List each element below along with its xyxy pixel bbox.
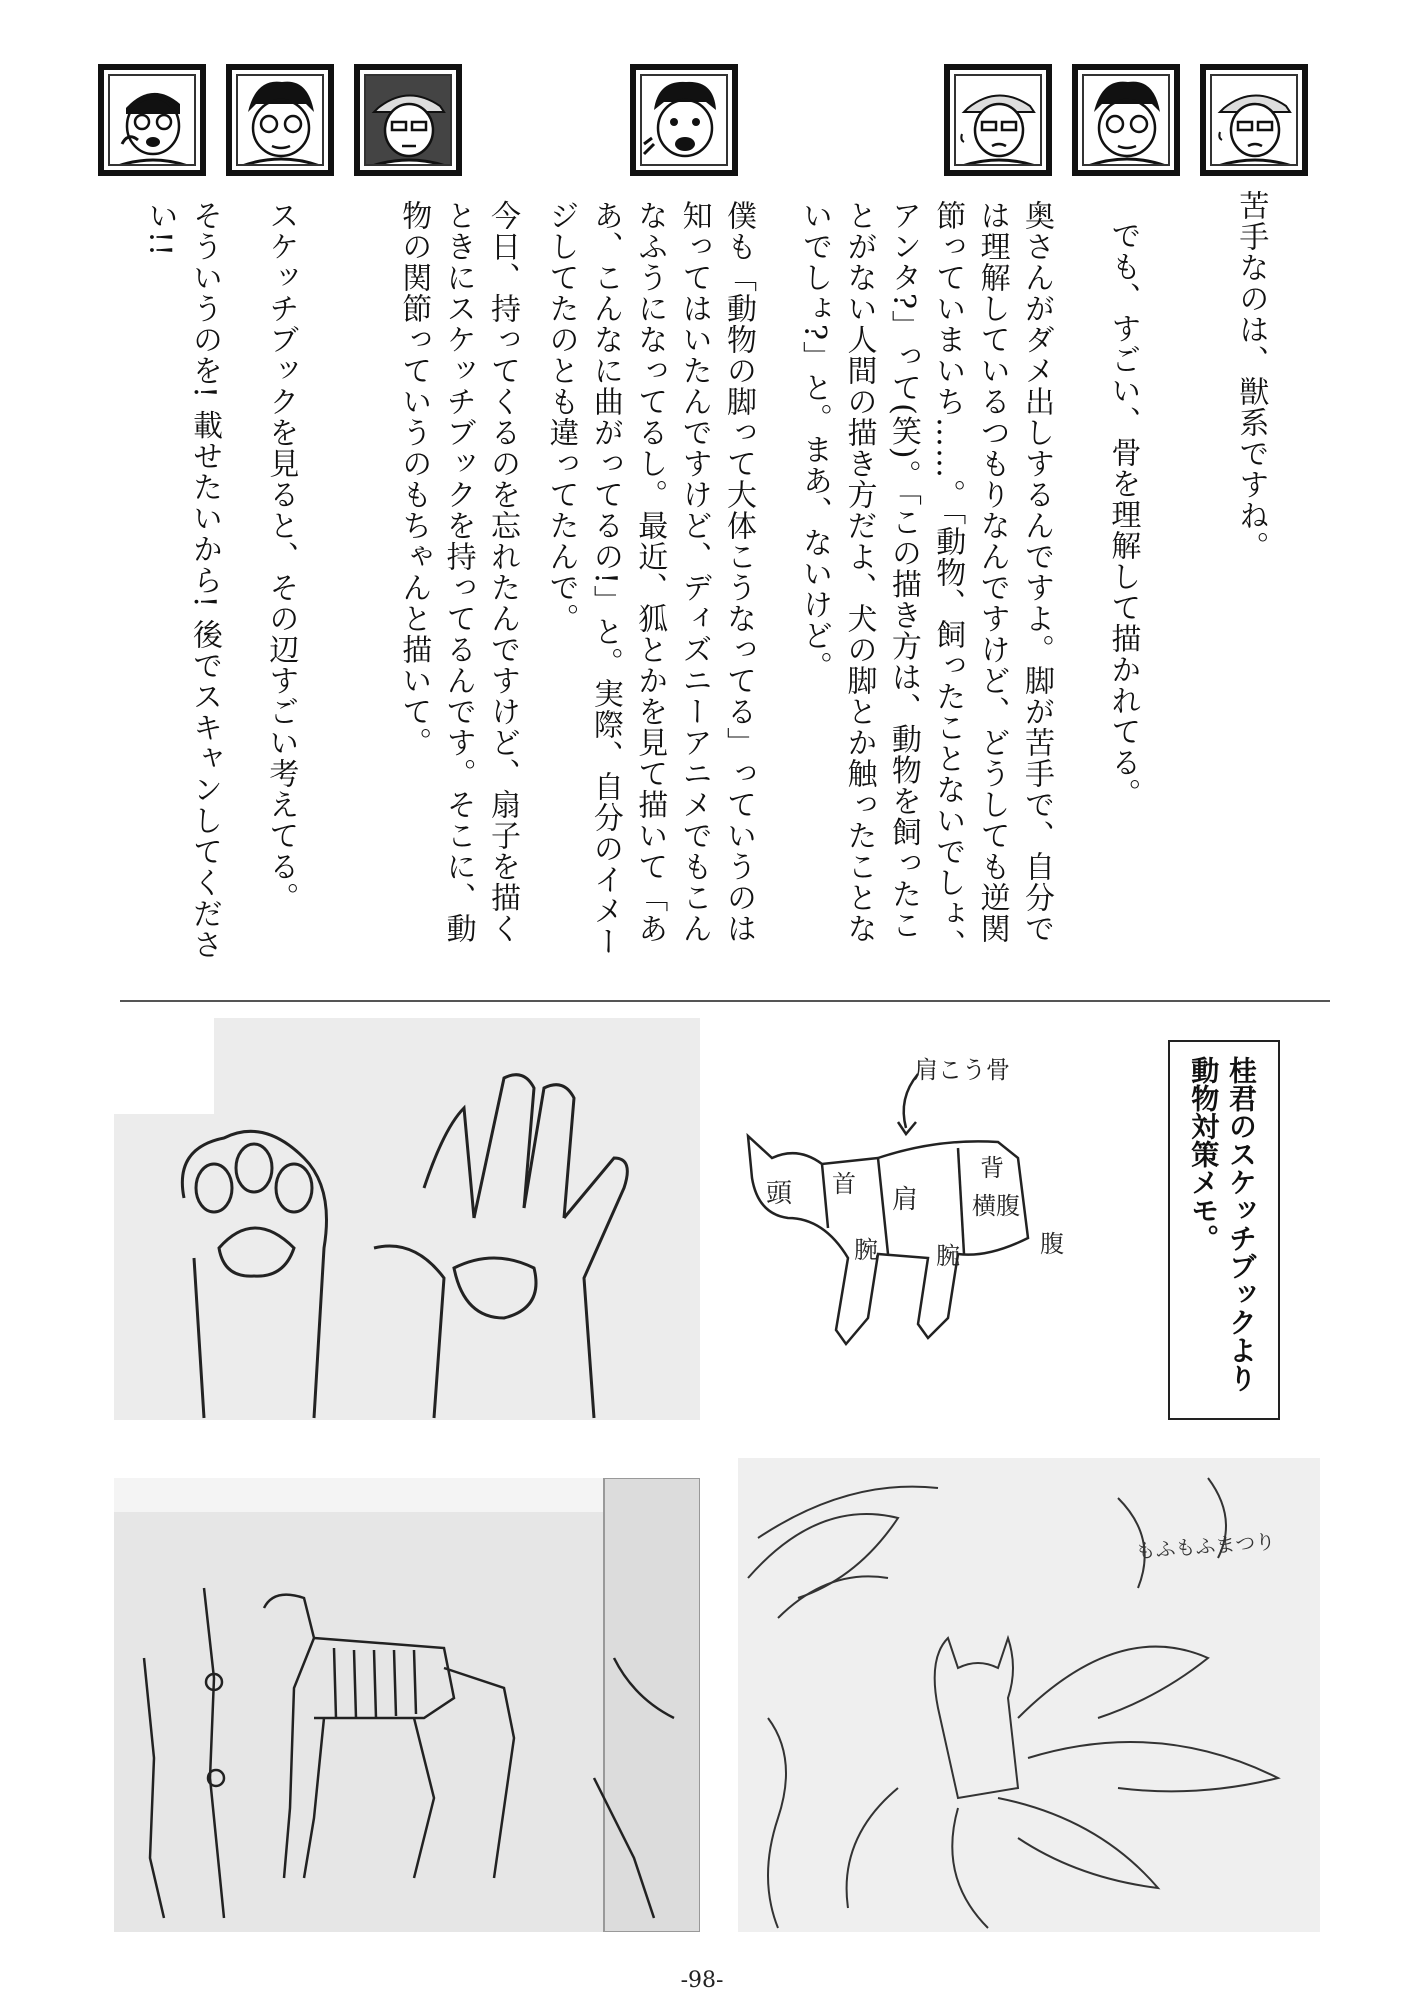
label-upper-arm: 腕: [854, 1236, 878, 1264]
dialogue-col-2: [1100, 220, 1144, 980]
sketch-horse-skeleton: [114, 1478, 700, 1932]
portrait-drawing: [954, 74, 1042, 166]
sketchbook-caption: [1168, 1040, 1280, 1420]
label-neck: 首: [832, 1170, 856, 1198]
dialogue-col-3: [798, 200, 1058, 970]
dialogue-col-1: [1228, 190, 1272, 970]
label-shoulder-blade: 肩こう骨: [914, 1056, 1010, 1084]
sketch-cat-anatomy: [728, 1018, 1120, 1420]
dialogue-col-6: [258, 200, 302, 970]
dialogue-text: 今日、持ってくるのを忘れたんですけど、扇子を描くときにスケッチブックを持ってるんです。そこに、動物の関節っていうのもちゃんと描いて。: [396, 200, 520, 944]
speaker-portrait-cap-sweat-2: [1200, 64, 1308, 176]
dialogue-text: 苦手なのは、獣系ですね。: [1233, 190, 1269, 562]
speaker-portrait-glasses-hand: [98, 64, 206, 176]
caption-line-2: 動物対策メモ。: [1187, 1056, 1221, 1252]
horse-skeleton-drawing: [114, 1478, 700, 1932]
speaker-portrait-shouting: [630, 64, 738, 176]
caption-line-1: 桂君のスケッチブックより: [1225, 1056, 1258, 1392]
sketch-paws: [114, 1018, 700, 1420]
label-head: 頭: [766, 1179, 793, 1209]
label-shoulder: 肩: [892, 1185, 919, 1215]
portrait-drawing: [1210, 74, 1298, 166]
page-number: -98-: [680, 1968, 724, 1993]
dialogue-text: そういうのを! 載せたいから! 後でスキャンしてください!!: [142, 200, 222, 961]
label-forearm: 腕: [936, 1242, 960, 1270]
label-side-belly: 横腹: [972, 1192, 1020, 1220]
dialogue-col-7: [126, 200, 226, 970]
dialogue-col-5: [344, 200, 524, 970]
portrait-drawing: [236, 74, 324, 166]
paw-drawing: [114, 1018, 700, 1420]
dialogue-text: でも、すごい、骨を理解して描かれてる。: [1105, 220, 1141, 809]
portrait-drawing: [1082, 74, 1170, 166]
cat-anatomy-drawing: [728, 1018, 1120, 1420]
label-belly: 腹: [1040, 1230, 1064, 1258]
speaker-portrait-cap: [354, 64, 462, 176]
speaker-portrait-glasses-calm-2: [1072, 64, 1180, 176]
portrait-drawing: [364, 74, 452, 166]
dialogue-col-4: [540, 200, 760, 970]
dialogue-text: スケッチブックを見ると、その辺すごい考えてる。: [263, 200, 299, 913]
portrait-drawing: [640, 74, 728, 166]
sketch-fox-tails: [738, 1458, 1320, 1932]
label-back: 背: [980, 1154, 1004, 1182]
dialogue-text: 奥さんがダメ出しするんですよ。脚が苦手で、自分では理解しているつもりなんですけど、どうしても逆関節っていまいち……。「動物、飼ったことないでしょ、アンタ?」って(笑)。「この描き方は、動物を飼ったことがない人間の描き方だよ、犬の脚とか触ったことないでしょ?」と。まあ、ないけど。: [797, 200, 1054, 960]
section-divider: [120, 1000, 1330, 1002]
fox-tails-drawing: [738, 1458, 1320, 1932]
label-fox-note: もふもふまつり: [1134, 1529, 1277, 1563]
speaker-portrait-cap-sweat: [944, 64, 1052, 176]
speaker-portrait-glasses-calm: [226, 64, 334, 176]
portrait-drawing: [108, 74, 196, 166]
dialogue-text: 僕も「動物の脚って大体こうなってる」っていうのは知ってはいたんですけど、ディズニーアニメでもこんなふうになってるし。最近、狐とかを見て描いて「ああ、こんなに曲がってるの!」と。実際、自分のイメージしてたのとも違ってたんで。: [543, 200, 756, 958]
